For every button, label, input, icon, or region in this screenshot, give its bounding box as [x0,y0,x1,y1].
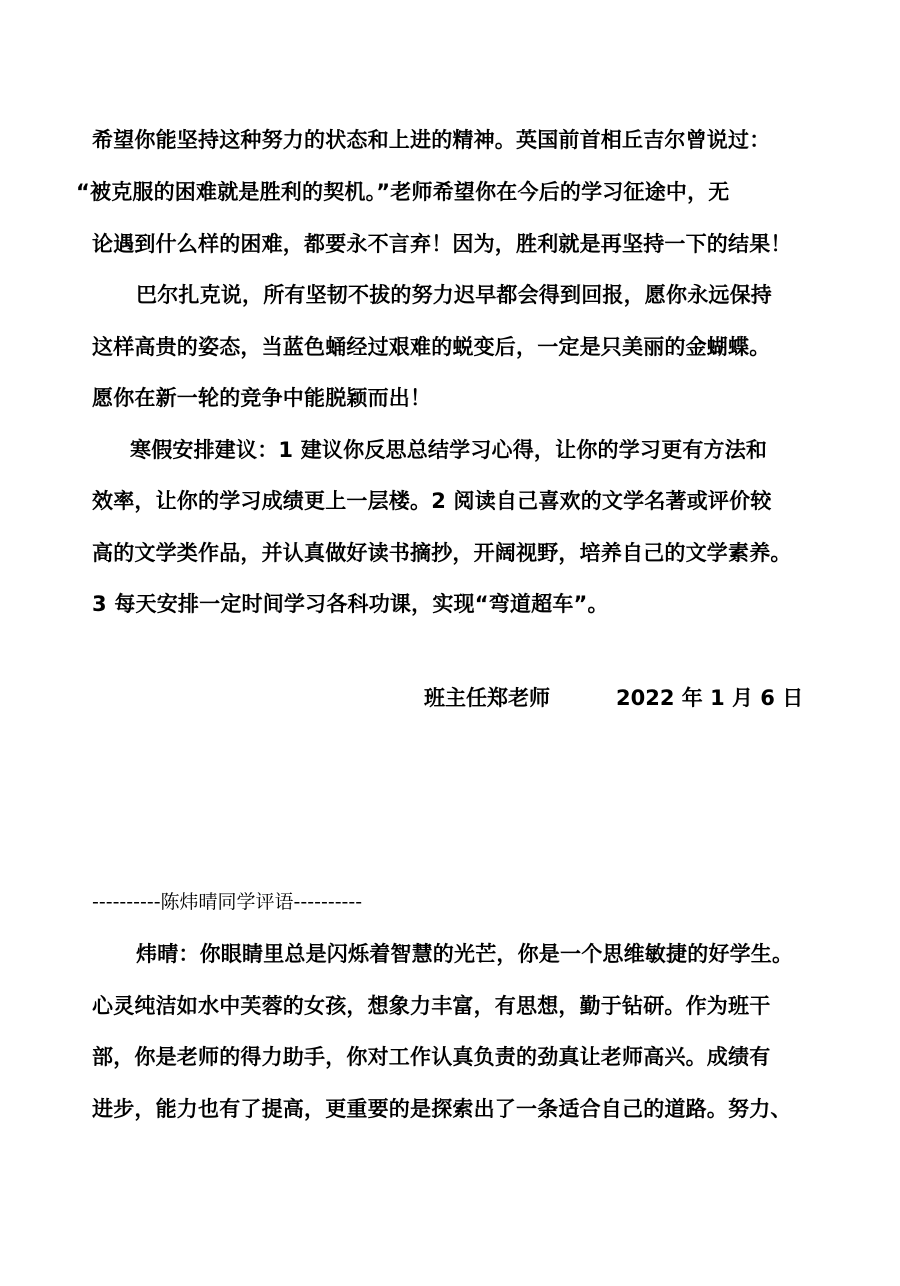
paragraph-line: 3 每天安排一定时间学习各科功课，实现“弯道超车”。 [92,592,609,616]
paragraph-line: 效率，让你的学习成绩更上一层楼。2 阅读自己喜欢的文学名著或评价较 [92,489,772,513]
teacher-signature: 班主任郑老师 [424,686,550,710]
signature-date: 2022 年 1 月 6 日 [616,686,804,710]
paragraph-line: 高的文学类作品，并认真做好读书摘抄，开阔视野，培养自己的文学素养。 [92,541,792,565]
paragraph-line: 心灵纯洁如水中芙蓉的女孩，想象力丰富，有思想，勤于钻研。作为班干 [92,994,771,1018]
paragraph-line: 炜晴：你眼睛里总是闪烁着智慧的光芒，你是一个思维敏捷的好学生。 [136,942,794,966]
paragraph-line: 部，你是老师的得力助手，你对工作认真负责的劲真让老师高兴。成绩有 [92,1045,771,1069]
paragraph-line: 这样高贵的姿态，当蓝色蛹经过艰难的蜕变后，一定是只美丽的金蝴蝶。 [92,335,771,359]
section-divider-title: ----------陈炜晴同学评语---------- [92,891,363,913]
paragraph-line: 进步，能力也有了提高，更重要的是探索出了一条适合自己的道路。努力、 [92,1097,792,1121]
paragraph-line: 愿你在新一轮的竞争中能脱颖而出！ [92,386,432,410]
paragraph-line: 巴尔扎克说，所有坚韧不拔的努力迟早都会得到回报，愿你永远保持 [136,283,772,307]
paragraph-line: 寒假安排建议：1 建议你反思总结学习心得，让你的学习更有方法和 [130,438,768,462]
paragraph-line: 论遇到什么样的困难，都要永不言弃！因为，胜利就是再坚持一下的结果！ [92,232,792,256]
paragraph-line: “被克服的困难就是胜利的契机。”老师希望你在今后的学习征途中，无 [76,180,730,204]
paragraph-line: 希望你能坚持这种努力的状态和上进的精神。英国前首相丘吉尔曾说过： [92,128,771,152]
